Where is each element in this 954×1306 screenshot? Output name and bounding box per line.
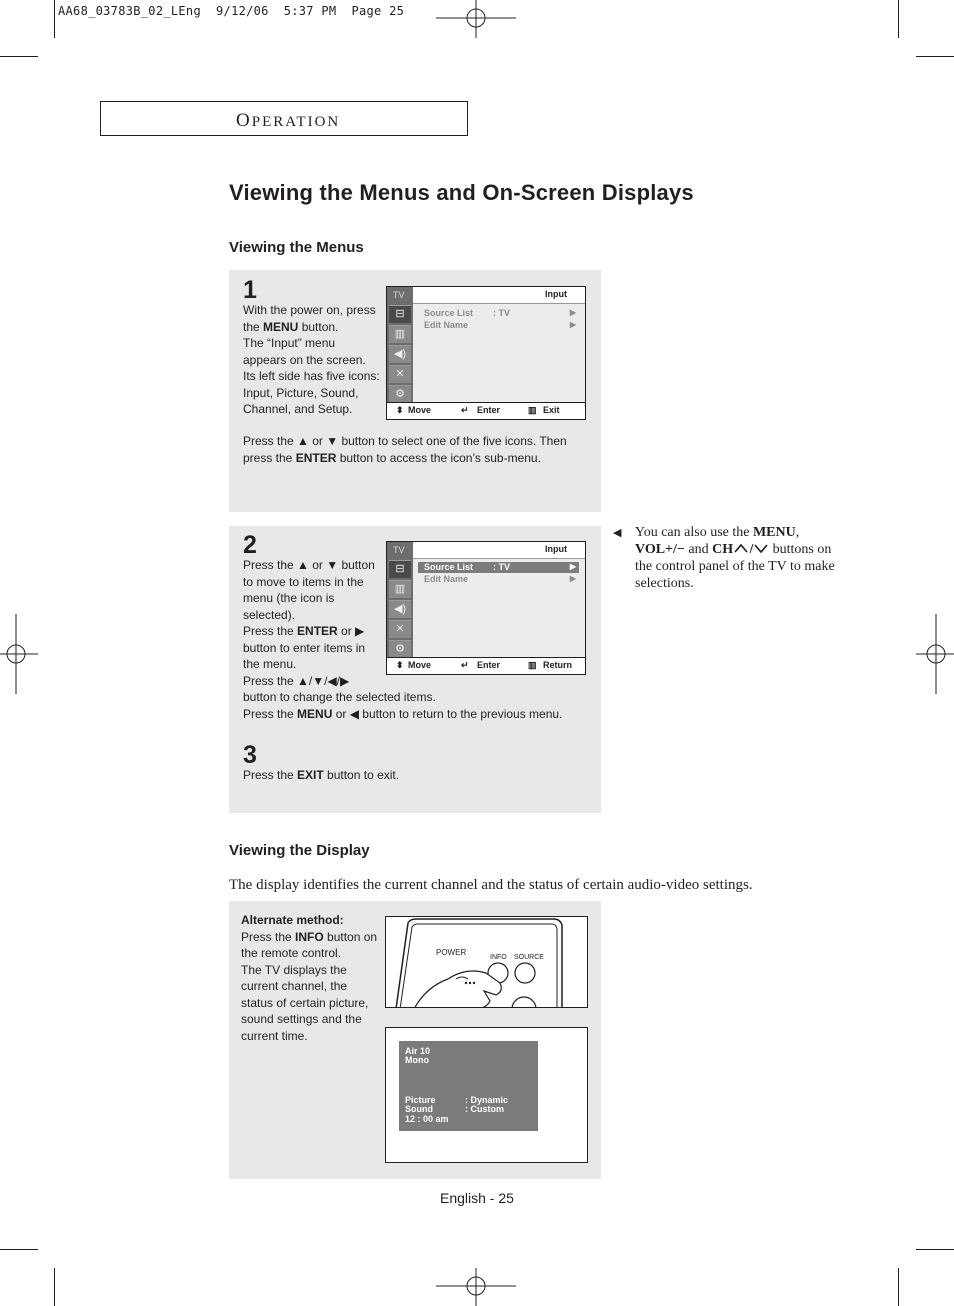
display-heading: Viewing the Display [229,842,370,859]
menu-titlebar: Input [413,287,585,304]
crop-mark [54,0,55,38]
picture-icon: ▥ [389,325,411,343]
info-label: INFO [490,954,507,961]
crop-mark [0,1249,38,1250]
channel-label: Air 10 [405,1046,431,1056]
input-menu-screen [386,286,586,420]
info-display-screen [385,1027,588,1163]
picture-value: : Dynamic [465,1095,509,1105]
setup-icon: ⚙ [389,640,411,658]
menu-sidebar: TV ⊟ ▥ ◀) ✕ ⚙ [387,542,413,660]
enter-icon: ↵ [461,660,469,670]
channel-icon: ✕ [389,620,411,638]
crop-mark [898,1268,899,1306]
exit-icon: ▥ [528,405,537,415]
channel-icon: ✕ [389,365,411,383]
crop-mark [54,1268,55,1306]
registration-mark [436,0,516,38]
registration-mark [0,614,38,694]
enter-icon: ↵ [461,405,469,415]
menu-row-source-list-highlighted: Source List : TV ▶ [418,562,579,573]
page-footer: English - 25 [440,1190,514,1206]
time-label: 12 : 00 am [405,1114,449,1124]
menu-row-edit-name: Edit Name ▶ [424,574,576,584]
menu-titlebar: Input [413,542,585,559]
step3-text: Press the EXIT button to exit. [243,768,400,782]
picture-icon: ▥ [389,580,411,598]
page-title: Viewing the Menus and On-Screen Displays [229,180,694,205]
return-icon: ▥ [528,660,537,670]
menu-row-source-list: Source List : TV ▶ [424,308,576,318]
step1-text: With the power on, press the MENU button. The “Input” menu appears on the screen. Its left side has five icons: Input, Picture, Sound, Channel, and Setup. [243,303,380,416]
input-icon: ⊟ [389,560,411,578]
menu-footer: ⬍ Move ↵ Enter ▥ Exit [387,402,585,419]
sound-key: Sound [405,1104,433,1114]
registration-mark [916,614,954,694]
power-label: POWER [436,948,467,957]
note-arrow-icon: ◀ [613,527,622,539]
crop-mark [0,56,38,57]
step-number: 1 [243,276,257,304]
step-number: 3 [243,741,257,769]
print-header: AA68_03783B_02_LEng 9/12/06 5:37 PM Page 25 [58,4,405,18]
info-osd [399,1041,538,1131]
sound-icon: ◀) [389,600,411,618]
source-label: SOURCE [514,954,544,961]
move-icon: ⬍ [396,660,404,670]
display-description: The display identifies the current channel and the status of certain audio-video settings. [229,877,753,893]
menu-footer: ⬍ Move ↵ Enter ▥ Return [387,657,585,674]
remote-illustration [385,916,588,1008]
section-label: OPERATION [236,110,341,131]
sound-icon: ◀) [389,345,411,363]
sound-value: : Custom [465,1104,504,1114]
alternate-method-text: Alternate method: Press the INFO button on the remote control. The TV displays the current channel, the status of certain picture, sound settings and the current time. [241,913,378,1043]
move-icon: ⬍ [396,405,404,415]
step-number: 2 [243,531,257,559]
menus-heading: Viewing the Menus [229,239,364,256]
remote-drawing [386,917,588,1008]
step1-bottom-text: Press the ▲ or ▼ button to select one of the five icons. Then press the ENTER button to access the icon’s sub-menu. [243,434,567,465]
crop-mark [916,1249,954,1250]
crop-mark [916,56,954,57]
crop-mark [898,0,899,38]
chevron-up-down-icon [733,542,769,554]
picture-key: Picture [405,1095,436,1105]
menu-row-edit-name: Edit Name ▶ [424,320,576,330]
input-menu-screen-selected [386,541,586,675]
menu-sidebar: TV ⊟ ▥ ◀) ✕ ⚙ [387,287,413,405]
setup-icon: ⚙ [389,385,411,403]
registration-mark [436,1268,516,1306]
side-note: You can also use the MENU, VOL+/− and CH buttons on the control panel of the TV to make selections. [635,525,835,591]
step2-text: Press the ▲ or ▼ button to move to items in the menu (the icon is selected). Press the ENTER or ▶ button to enter items in the menu. Press the ▲/▼/◀/▶ button to change the selected items. Press the MENU or ◀ button to return to the previous menu. [243,558,563,721]
input-icon: ⊟ [389,305,411,323]
audio-mode-label: Mono [405,1055,429,1065]
